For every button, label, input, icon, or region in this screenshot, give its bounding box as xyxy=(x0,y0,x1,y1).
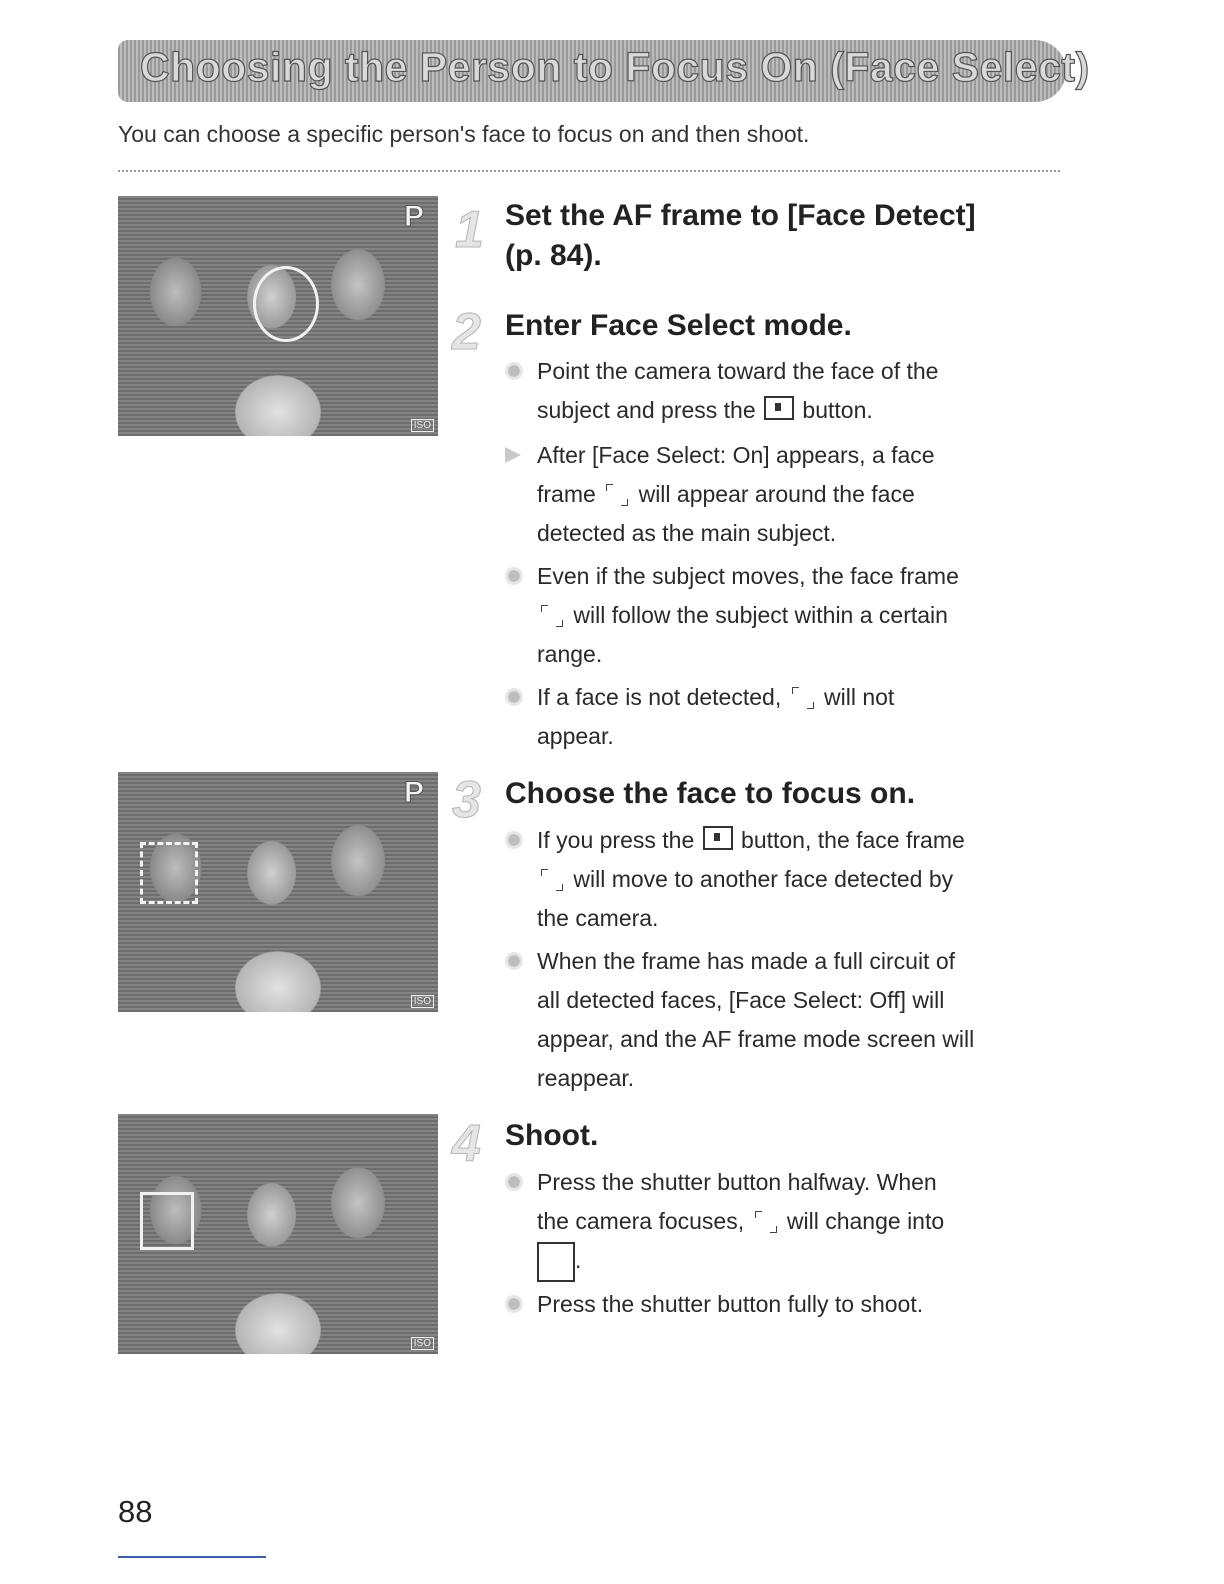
camera-screen-photo-3 xyxy=(118,1114,438,1354)
footer-rule xyxy=(118,1556,266,1558)
face-frame-icon xyxy=(140,842,198,904)
focus-frame-icon xyxy=(537,1242,575,1282)
focus-frame-icon xyxy=(140,1192,194,1250)
step-number-2: 2 xyxy=(452,303,481,361)
face-frame-icon xyxy=(753,1211,779,1233)
page-title: Choosing the Person to Focus On (Face Select) xyxy=(140,44,1090,90)
mode-indicator: P xyxy=(403,776,424,809)
bullet-dot-icon xyxy=(505,567,523,585)
face-frame-icon xyxy=(539,869,565,891)
bullet-dot-icon xyxy=(505,1295,523,1313)
camera-screen-photo-2 xyxy=(118,772,438,1012)
step-4-bullet-1: Press the shutter button halfway. When the camera focuses, will change into . xyxy=(505,1163,1065,1282)
step-number-4: 4 xyxy=(452,1115,481,1173)
bullet-dot-icon xyxy=(505,362,523,380)
iso-badge: ISO xyxy=(411,419,434,432)
face-frame-icon xyxy=(604,484,630,506)
step-4-title: Shoot. xyxy=(505,1119,599,1152)
intro-text: You can choose a specific person's face to focus on and then shoot. xyxy=(118,121,810,147)
bullet-dot-icon xyxy=(505,688,523,706)
step-2-bullet-2: After [Face Select: On] appears, a face frame will appear around the face detected as the main subject. xyxy=(505,436,1065,553)
page-number: 88 xyxy=(118,1494,153,1529)
step-2-bullet-3: Even if the subject moves, the face frame will follow the subject within a certain range. xyxy=(505,557,1065,674)
step-2-bullet-1: Point the camera toward the face of the subject and press the button. xyxy=(505,352,1065,430)
face-frame-icon xyxy=(790,687,816,709)
face-select-button-icon xyxy=(703,826,733,850)
iso-badge: ISO xyxy=(411,1337,434,1350)
step-number-3: 3 xyxy=(452,771,481,829)
face-frame-icon xyxy=(253,266,319,342)
mode-indicator: P xyxy=(403,200,424,233)
camera-screen-photo-1 xyxy=(118,196,438,436)
iso-badge: ISO xyxy=(411,995,434,1008)
step-3-bullet-2: When the frame has made a full circuit of all detected faces, [Face Select: Off] will appear, and the AF frame mode screen will reappear. xyxy=(505,942,1065,1098)
face-select-button-icon xyxy=(764,396,794,420)
result-arrow-icon xyxy=(505,447,521,463)
step-number-1: 1 xyxy=(455,201,484,259)
step-2-bullet-4: If a face is not detected, will not appear. xyxy=(505,678,1065,756)
step-3-bullet-1: If you press the button, the face frame will move to another face detected by the camera. xyxy=(505,821,1065,938)
bullet-dot-icon xyxy=(505,1173,523,1191)
step-3-title: Choose the face to focus on. xyxy=(505,777,916,810)
bullet-dot-icon xyxy=(505,952,523,970)
bullet-dot-icon xyxy=(505,831,523,849)
step-1-title: Set the AF frame to [Face Detect] (p. 84). xyxy=(505,199,976,272)
step-2-title: Enter Face Select mode. xyxy=(505,309,852,342)
divider xyxy=(118,170,1060,172)
face-frame-icon xyxy=(539,605,565,627)
step-4-bullet-2: Press the shutter button fully to shoot. xyxy=(505,1285,1065,1324)
